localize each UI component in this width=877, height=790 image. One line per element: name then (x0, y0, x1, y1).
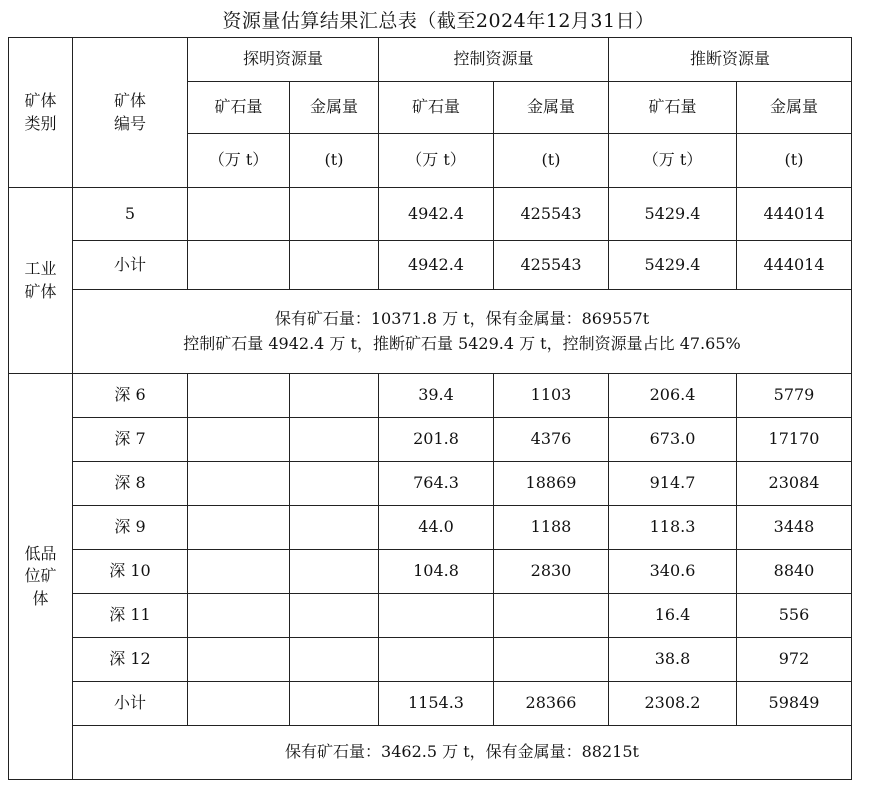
inferred-ore-cell: 914.7 (609, 462, 737, 506)
summary-row (9, 290, 852, 374)
inferred-ore-cell: 16.4 (609, 594, 737, 638)
table-row (9, 638, 852, 682)
inferred-metal-cell: 972 (737, 638, 852, 682)
header-proven-metal-unit: (t) (290, 134, 379, 188)
inferred-ore-cell: 5429.4 (609, 188, 737, 241)
proven-ore-cell (188, 506, 290, 550)
controlled-ore-cell: 201.8 (379, 418, 494, 462)
ore-body-id: 5 (73, 188, 188, 241)
header-controlled-ore: 矿石量 (379, 82, 494, 134)
inferred-metal-cell: 444014 (737, 241, 852, 290)
controlled-metal-cell: 2830 (494, 550, 609, 594)
controlled-metal-cell: 28366 (494, 682, 609, 726)
low-grade-category: 低品 位矿 体 (9, 374, 73, 780)
inferred-metal-cell: 444014 (737, 188, 852, 241)
inferred-metal-cell: 5779 (737, 374, 852, 418)
low-grade-summary (73, 726, 852, 780)
proven-ore-cell (188, 682, 290, 726)
inferred-ore-cell: 5429.4 (609, 241, 737, 290)
controlled-ore-cell: 39.4 (379, 374, 494, 418)
controlled-metal-cell: 1103 (494, 374, 609, 418)
proven-metal-cell (290, 682, 379, 726)
header-inferred-metal-unit: (t) (737, 134, 852, 188)
inferred-metal-cell: 59849 (737, 682, 852, 726)
resource-summary-table (8, 37, 852, 780)
inferred-ore-cell: 2308.2 (609, 682, 737, 726)
ore-body-id: 深 10 (73, 550, 188, 594)
header-controlled: 控制资源量 (379, 38, 609, 82)
proven-metal-cell (290, 418, 379, 462)
header-inferred-ore-unit: （万 t） (609, 134, 737, 188)
ore-body-id: 深 11 (73, 594, 188, 638)
ore-body-id: 深 8 (73, 462, 188, 506)
proven-ore-cell (188, 550, 290, 594)
proven-metal-cell (290, 594, 379, 638)
inferred-metal-cell: 8840 (737, 550, 852, 594)
controlled-ore-cell: 764.3 (379, 462, 494, 506)
table-row (9, 374, 852, 418)
ore-body-id: 深 12 (73, 638, 188, 682)
proven-metal-cell (290, 374, 379, 418)
controlled-ore-cell (379, 638, 494, 682)
header-proven: 探明资源量 (188, 38, 379, 82)
controlled-ore-cell: 4942.4 (379, 241, 494, 290)
controlled-ore-cell: 4942.4 (379, 188, 494, 241)
summary-row (9, 726, 852, 780)
proven-metal-cell (290, 241, 379, 290)
ore-body-id: 小计 (73, 682, 188, 726)
low-grade-summary-line-1: 保有矿石量：3462.5 万 t，保有金属量：88215t (285, 742, 639, 762)
controlled-ore-cell: 104.8 (379, 550, 494, 594)
proven-ore-cell (188, 462, 290, 506)
table-row (9, 188, 852, 241)
controlled-metal-cell: 4376 (494, 418, 609, 462)
proven-metal-cell (290, 506, 379, 550)
inferred-ore-cell: 206.4 (609, 374, 737, 418)
header-proven-ore: 矿石量 (188, 82, 290, 134)
proven-metal-cell (290, 462, 379, 506)
table-row (9, 241, 852, 290)
ore-body-id: 深 7 (73, 418, 188, 462)
header-inferred: 推断资源量 (609, 38, 852, 82)
header-ore-body-number: 矿体 编号 (73, 38, 188, 188)
inferred-metal-cell: 3448 (737, 506, 852, 550)
proven-ore-cell (188, 188, 290, 241)
header-inferred-ore: 矿石量 (609, 82, 737, 134)
controlled-metal-cell (494, 638, 609, 682)
header-proven-ore-unit: （万 t） (188, 134, 290, 188)
proven-metal-cell (290, 550, 379, 594)
table-row (9, 506, 852, 550)
controlled-ore-cell: 1154.3 (379, 682, 494, 726)
controlled-metal-cell: 425543 (494, 241, 609, 290)
proven-ore-cell (188, 241, 290, 290)
proven-ore-cell (188, 638, 290, 682)
header-controlled-metal: 金属量 (494, 82, 609, 134)
controlled-ore-cell (379, 594, 494, 638)
industrial-category: 工业 矿体 (9, 188, 73, 374)
header-controlled-metal-unit: (t) (494, 134, 609, 188)
controlled-metal-cell: 1188 (494, 506, 609, 550)
controlled-metal-cell (494, 594, 609, 638)
ore-body-id: 深 6 (73, 374, 188, 418)
proven-ore-cell (188, 374, 290, 418)
header-ore-category: 矿体 类别 (9, 38, 73, 188)
inferred-metal-cell: 17170 (737, 418, 852, 462)
table-row (9, 462, 852, 506)
table-row (9, 594, 852, 638)
inferred-ore-cell: 38.8 (609, 638, 737, 682)
table-row (9, 418, 852, 462)
inferred-ore-cell: 118.3 (609, 506, 737, 550)
proven-ore-cell (188, 418, 290, 462)
table-row (9, 550, 852, 594)
header-proven-metal: 金属量 (290, 82, 379, 134)
inferred-metal-cell: 23084 (737, 462, 852, 506)
industrial-summary-line-2: 控制矿石量 4942.4 万 t，推断矿石量 5429.4 万 t，控制资源量占比 47.65% (183, 333, 741, 353)
table-title: 资源量估算结果汇总表（截至2024年12月31日） (222, 10, 655, 32)
inferred-ore-cell: 673.0 (609, 418, 737, 462)
inferred-ore-cell: 340.6 (609, 550, 737, 594)
industrial-summary (73, 290, 852, 374)
proven-metal-cell (290, 188, 379, 241)
controlled-metal-cell: 18869 (494, 462, 609, 506)
controlled-metal-cell: 425543 (494, 188, 609, 241)
inferred-metal-cell: 556 (737, 594, 852, 638)
proven-metal-cell (290, 638, 379, 682)
table-row (9, 682, 852, 726)
ore-body-id: 深 9 (73, 506, 188, 550)
controlled-ore-cell: 44.0 (379, 506, 494, 550)
proven-ore-cell (188, 594, 290, 638)
header-inferred-metal: 金属量 (737, 82, 852, 134)
industrial-summary-line-1: 保有矿石量：10371.8 万 t，保有金属量：869557t (274, 308, 650, 328)
header-controlled-ore-unit: （万 t） (379, 134, 494, 188)
ore-body-id: 小计 (73, 241, 188, 290)
